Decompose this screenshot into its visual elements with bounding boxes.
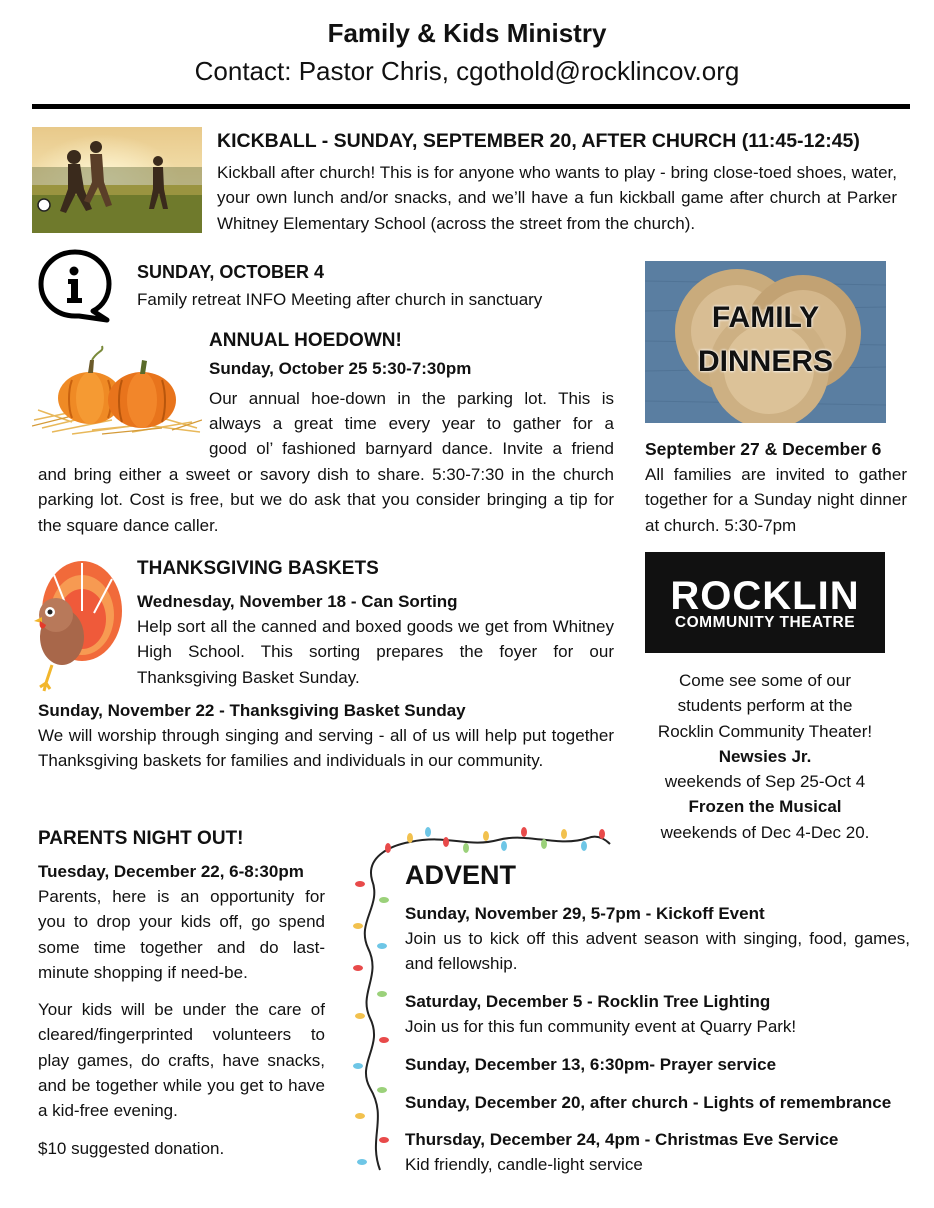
family-dinners-image-text-2: DINNERS (697, 345, 833, 378)
hoedown-title: ANNUAL HOEDOWN! (209, 330, 402, 351)
advent-event-2-title: Saturday, December 5 - Rocklin Tree Lighting (405, 992, 771, 1011)
parents-night-body-1: Parents, here is an opportunity for you to drop your kids off, go spend some time together and do last-minute shopping if need-be. (38, 887, 325, 982)
thanksgiving-body-1: Help sort all the canned and boxed goods we get from Whitney High School. This sorting prepares the foyer for our Thanksgiving Basket Sunday. (137, 617, 614, 687)
thanksgiving-title: THANKSGIVING BASKETS (137, 558, 379, 579)
family-dinners-image-text-1: FAMILY (711, 301, 820, 334)
thanksgiving-sub-1: Wednesday, November 18 - Can Sorting (137, 592, 458, 611)
parents-night-body-2: Your kids will be under the care of cleared/fingerprinted volunteers to play games, do crafts, have snacks, and be together while you get to have a kid-free evening. (38, 1000, 325, 1121)
advent-event-3-title: Sunday, December 13, 6:30pm- Prayer service (405, 1055, 777, 1074)
advent-event-1-desc: Join us to kick off this advent season with singing, food, games, and fellowship. (405, 929, 910, 974)
family-dinners-body: All families are invited to gather together for a Sunday night dinner at church. 5:30-7pm (645, 465, 907, 535)
page-title: Family & Kids Ministry (327, 18, 607, 48)
contact-line: Contact: Pastor Chris, cgothold@rocklincov.org (194, 56, 740, 86)
theatre-line-2: students perform at the (677, 696, 853, 716)
hoedown-body-rest: and bring either a sweet or savory dish to share. 5:30-7:30 in the church parking lot. Cost is free, but we do ask that you consider bringing a tip for the square dance caller. (38, 465, 614, 535)
info-meeting-title: SUNDAY, OCTOBER 4 (137, 262, 325, 282)
turkey-cartoon-illustration (24, 555, 124, 695)
advent-event-4-title: Sunday, December 20, after church - Lights of remembrance (405, 1093, 892, 1112)
thanksgiving-body-2: We will worship through singing and serving - all of us will help put together Thanksgiving baskets for families and individuals in our community. (38, 726, 614, 771)
kickball-photo (32, 127, 202, 233)
paper-plates-photo (645, 261, 886, 423)
advent-title: ADVENT (405, 860, 517, 890)
info-meeting-body: Family retreat INFO Meeting after church in sanctuary (137, 290, 543, 309)
parents-night-title: PARENTS NIGHT OUT! (38, 828, 244, 849)
parents-night-date: Tuesday, December 22, 6-8:30pm (38, 862, 304, 881)
hoedown-body-line-3: good ol’ fashioned barnyard dance. Invite a friend (209, 439, 614, 458)
theatre-logo-line-1: ROCKLIN (670, 574, 860, 618)
theatre-show-2-dates: weekends of Dec 4-Dec 20. (660, 822, 870, 842)
parents-night-body-3: $10 suggested donation. (38, 1139, 225, 1158)
advent-event-1-title: Sunday, November 29, 5-7pm - Kickoff Event (405, 904, 765, 923)
kickball-title: KICKBALL - SUNDAY, SEPTEMBER 20, AFTER CHURCH (11:45-12:45) (217, 130, 860, 152)
hoedown-body-line-1: Our annual hoe-down in the parking lot. This is (209, 389, 614, 408)
advent-event-5-desc: Kid friendly, candle-light service (405, 1155, 643, 1174)
header-divider (32, 104, 910, 109)
theatre-show-1-dates: weekends of Sep 25-Oct 4 (664, 772, 866, 792)
info-speech-bubble-icon (37, 248, 113, 324)
theatre-info (640, 668, 890, 845)
hoedown-date: Sunday, October 25 5:30-7:30pm (209, 359, 472, 378)
family-dinners-date: September 27 & December 6 (645, 439, 882, 459)
thanksgiving-sub-2: Sunday, November 22 - Thanksgiving Basket Sunday (38, 701, 466, 720)
theatre-show-2: Frozen the Musical (688, 797, 842, 817)
theatre-line-1: Come see some of our (679, 671, 851, 690)
rocklin-theatre-logo (645, 552, 885, 653)
theatre-line-3: Rocklin Community Theater! (657, 721, 873, 741)
kickball-body: Kickball after church! This is for anyone who wants to play - bring close-toed shoes, water, your own lunch and/or snacks, and we’ll have a fun kickball game after church at Parker Whitney Elementary School (across the street from the church). (217, 163, 897, 233)
hoedown-body-line-2: always a great time every year to gather for a (209, 414, 614, 433)
pumpkins-on-hay-illustration (32, 340, 202, 436)
theatre-show-1: Newsies Jr. (718, 746, 812, 766)
advent-event-2-desc: Join us for this fun community event at Quarry Park! (405, 1017, 797, 1036)
theatre-logo-line-2: COMMUNITY THEATRE (674, 614, 856, 631)
advent-event-5-title: Thursday, December 24, 4pm - Christmas Eve Service (405, 1130, 839, 1149)
